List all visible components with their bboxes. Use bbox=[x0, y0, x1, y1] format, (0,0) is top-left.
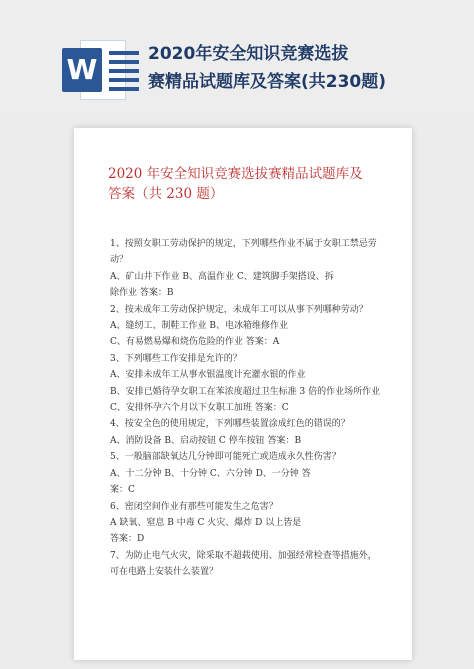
document-line: 除作业 答案：B bbox=[110, 288, 174, 299]
document-body bbox=[110, 236, 380, 581]
document-line: 7、为防止电气火灾，除采取不超载使用、加强经常检查等措施外， bbox=[110, 550, 377, 561]
document-line: 答案：D bbox=[110, 534, 145, 545]
document-line: A、消防设备 B、启动按钮 C 停车按钮 答案：B bbox=[110, 435, 302, 446]
document-line: A、十二分钟 B、十分钟 C、六分钟 D、一分钟 答 bbox=[110, 468, 311, 479]
document-line: 2、按未成年工劳动保护规定，未成年工可以从事下列哪种劳动？ bbox=[110, 304, 368, 315]
document-line: 案：C bbox=[110, 485, 135, 496]
document-line: 1、按照女职工劳动保护的规定，下列哪些作业不属于女职工禁忌劳 bbox=[110, 239, 377, 249]
document-line: B、安排已婚待孕女职工在苯浓度超过卫生标准 3 倍的作业场所作业 bbox=[110, 386, 380, 397]
document-line: 动？ bbox=[110, 255, 129, 266]
document-line: 6、密闭空间作业有那些可能发生之危害？ bbox=[110, 501, 278, 512]
document-line: C、有易燃易爆和烧伤危险的作业 答案：A bbox=[110, 337, 280, 348]
header-banner bbox=[0, 0, 474, 118]
document-page-preview bbox=[74, 128, 412, 660]
document-line: 3、下列哪些工作安排是允许的？ bbox=[110, 353, 242, 364]
document-title bbox=[108, 164, 380, 204]
page-title-line-2: 赛精品试题库及答案(共230题) bbox=[148, 72, 387, 92]
word-document-icon bbox=[62, 40, 128, 100]
document-line: 4、按安全色的使用规定，下列哪些装置涂成红色的错误的？ bbox=[110, 419, 350, 430]
document-title-line-2: 答案（共 230 题） bbox=[108, 186, 224, 202]
page-title bbox=[148, 40, 448, 96]
document-line: 5、一般脑部缺氧达几分钟即可能死亡或造成永久性伤害？ bbox=[110, 452, 341, 463]
document-line: A 缺氧、窒息 B 中毒 C 火灾、爆炸 D 以上皆是 bbox=[110, 517, 302, 528]
document-line: A、缝纫工、制鞋工作业 B、电冰箱维修作业 bbox=[110, 321, 288, 332]
document-line: C、安排怀孕六个月以下女职工加班 答案：C bbox=[110, 403, 289, 414]
document-line: 可在电路上安装什么装置？ bbox=[110, 567, 219, 578]
page-title-line-1: 2020年安全知识竞赛选拔 bbox=[148, 44, 349, 64]
word-icon-letter: W bbox=[62, 48, 102, 92]
document-line: A、矿山井下作业 B、高温作业 C、建筑脚手架搭设、拆 bbox=[110, 271, 334, 282]
document-title-line-1: 2020 年安全知识竞赛选拔赛精品试题库及 bbox=[108, 166, 363, 182]
document-line: A、安排未成年工从事水银温度计充灌水银的作业 bbox=[110, 370, 306, 381]
